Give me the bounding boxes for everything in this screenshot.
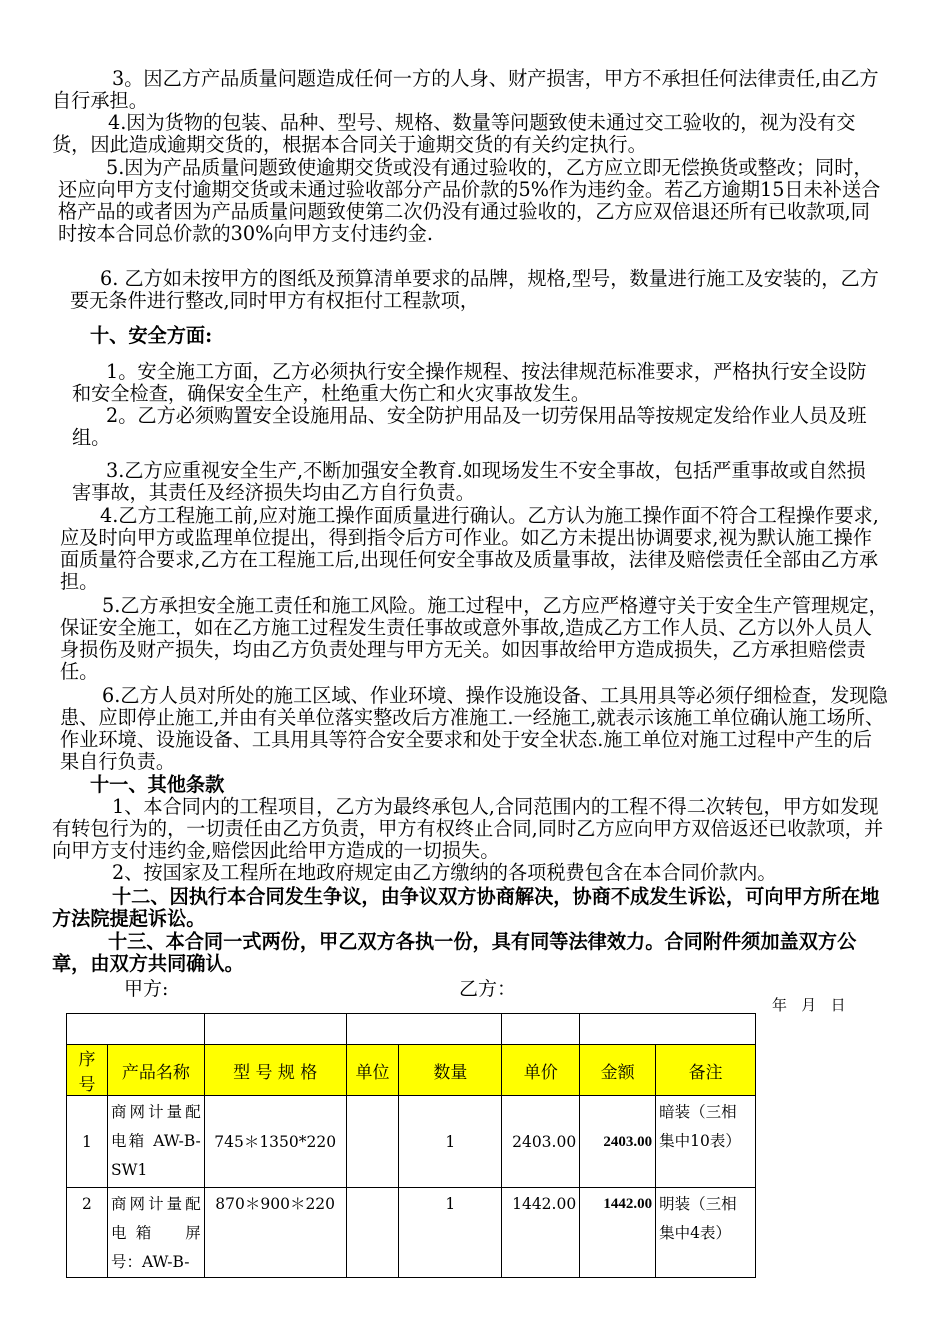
other-2: 2、按国家及工程所在地政府规定由乙方缴纳的各项税费包含在本合同价款内。 xyxy=(112,861,777,884)
safety-6: 6.乙方人员对所处的施工区域、作业环境、操作设施设备、工具用具等必须仔细检查，发现隐患、应即停止施工,并由有关单位落实整改后方准施工.一经施工,就表示该施工单位确认施工场所、作业环境、设施设备、工具用具等符合安全要求和处于安全状态.施工单位对施工过程中产生的后果自行负责。 xyxy=(60,684,888,773)
cell-name: 商网计量配电箱 屏号：AW-B- xyxy=(107,1188,204,1278)
header-amount: 金额 xyxy=(580,1045,656,1096)
safety-5: 5.乙方承担安全施工责任和施工风险。施工过程中，乙方应严格遵守关于安全生产管理规定，保证安全施工，如在乙方施工过程发生责任事故或意外事故,造成乙方工作人员、乙方以外人员人身损伤及财产损失，均由乙方负责处理与甲方无关。如因事故给甲方造成损失，乙方承担赔偿责任。 xyxy=(60,594,888,683)
cell-no: 1 xyxy=(67,1096,108,1188)
table-row xyxy=(67,1188,756,1278)
cell-no: 2 xyxy=(67,1188,108,1278)
party-b-label: 乙方： xyxy=(459,978,517,1000)
cell-price: 1442.00 xyxy=(502,1188,580,1278)
clause-4: 4.因为货物的包装、品种、型号、规格、数量等问题致使未通过交工验收的，视为没有交货，因此造成逾期交货的，根据本合同关于逾期交货的有关约定执行。 xyxy=(52,111,856,156)
cell-qty: 1 xyxy=(399,1096,502,1188)
cell-qty: 1 xyxy=(399,1188,502,1278)
cell-note: 暗装（三相集中10表） xyxy=(656,1096,756,1188)
cell-amount: 1442.00 xyxy=(580,1188,656,1278)
party-a-label: 甲方: xyxy=(124,978,169,1000)
safety-4: 4.乙方工程施工前,应对施工操作面质量进行确认。乙方认为施工操作面不符合工程操作要求,应及时向甲方或监理单位提出，得到指令后方可作业。如乙方未提出协调要求,视为默认施工操作面质量符合要求,乙方在工程施工后,出现任何安全事故及质量事故，法律及赔偿责任全部由乙方承担。 xyxy=(60,504,879,593)
section-11-title: 十一、其他条款 xyxy=(90,773,225,796)
clause-3: 3。因乙方产品质量问题造成任何一方的人身、财产损害，甲方不承担任何法律责任,由乙方自行承担。 xyxy=(52,67,879,112)
section-13: 十三、本合同一式两份，甲乙双方各执一份，具有同等法律效力。合同附件须加盖双方公章，由双方共同确认。 xyxy=(52,930,857,975)
header-qty: 数量 xyxy=(399,1045,502,1096)
header-unit: 单位 xyxy=(346,1045,399,1096)
header-spec: 型 号 规 格 xyxy=(204,1045,346,1096)
product-table xyxy=(66,1013,756,1278)
safety-3: 3.乙方应重视安全生产,不断加强安全教育.如现场发生不安全事故，包括严重事故或自然损害事故，其责任及经济损失均由乙方自行负责。 xyxy=(72,459,866,504)
table-header-row xyxy=(67,1045,756,1096)
header-price: 单价 xyxy=(502,1045,580,1096)
cell-unit xyxy=(346,1096,399,1188)
cell-price: 2403.00 xyxy=(502,1096,580,1188)
cell-spec: 745＊1350*220 xyxy=(204,1096,346,1188)
cell-note: 明装（三相集中4表） xyxy=(656,1188,756,1278)
cell-amount: 2403.00 xyxy=(580,1096,656,1188)
section-10-title: 十、安全方面: xyxy=(90,324,213,347)
cell-spec: 870＊900＊220 xyxy=(204,1188,346,1278)
clause-6: 6. 乙方如未按甲方的图纸及预算清单要求的品牌，规格,型号，数量进行施工及安装的，乙方要无条件进行整改,同时甲方有权拒付工程款项， xyxy=(70,267,879,312)
other-1: 1、本合同内的工程项目，乙方为最终承包人,合同范围内的工程不得二次转包，甲方如发现有转包行为的，一切责任由乙方负责，甲方有权终止合同,同时乙方应向甲方双倍返还已收款项，并向甲方支付违约金,赔偿因此给甲方造成的一切损失。 xyxy=(52,795,884,862)
header-name: 产品名称 xyxy=(107,1045,204,1096)
safety-1: 1。安全施工方面，乙方必须执行安全操作规程、按法律规范标准要求，严格执行安全设防和安全检查，确保安全生产，杜绝重大伤亡和火灾事故发生。 xyxy=(72,360,867,405)
table-row xyxy=(67,1096,756,1188)
cell-name: 商网计量配电箱 AW-B-SW1 xyxy=(107,1096,204,1188)
clause-5: 5.因为产品质量问题致使逾期交货或没有通过验收的，乙方应立即无偿换货或整改；同时，还应向甲方支付逾期交货或未通过验收部分产品价款的5%作为违约金。若乙方逾期15日未补送合格产品的或者因为产品质量问题致使第二次仍没有通过验收的，乙方应双倍退还所有已收款项,同时按本合同总价款的30%向甲方支付违约金. xyxy=(58,156,881,245)
header-no: 序号 xyxy=(67,1045,108,1096)
section-12: 十二、因执行本合同发生争议，由争议双方协商解决，协商不成发生诉讼，可向甲方所在地方法院提起诉讼。 xyxy=(52,885,880,930)
header-note: 备注 xyxy=(656,1045,756,1096)
safety-2: 2。乙方必须购置安全设施用品、安全防护用品及一切劳保用品等按规定发给作业人员及班组。 xyxy=(72,404,867,449)
date-label: 年 月 日 xyxy=(772,996,846,1014)
table-blank-row xyxy=(67,1014,756,1045)
cell-unit xyxy=(346,1188,399,1278)
